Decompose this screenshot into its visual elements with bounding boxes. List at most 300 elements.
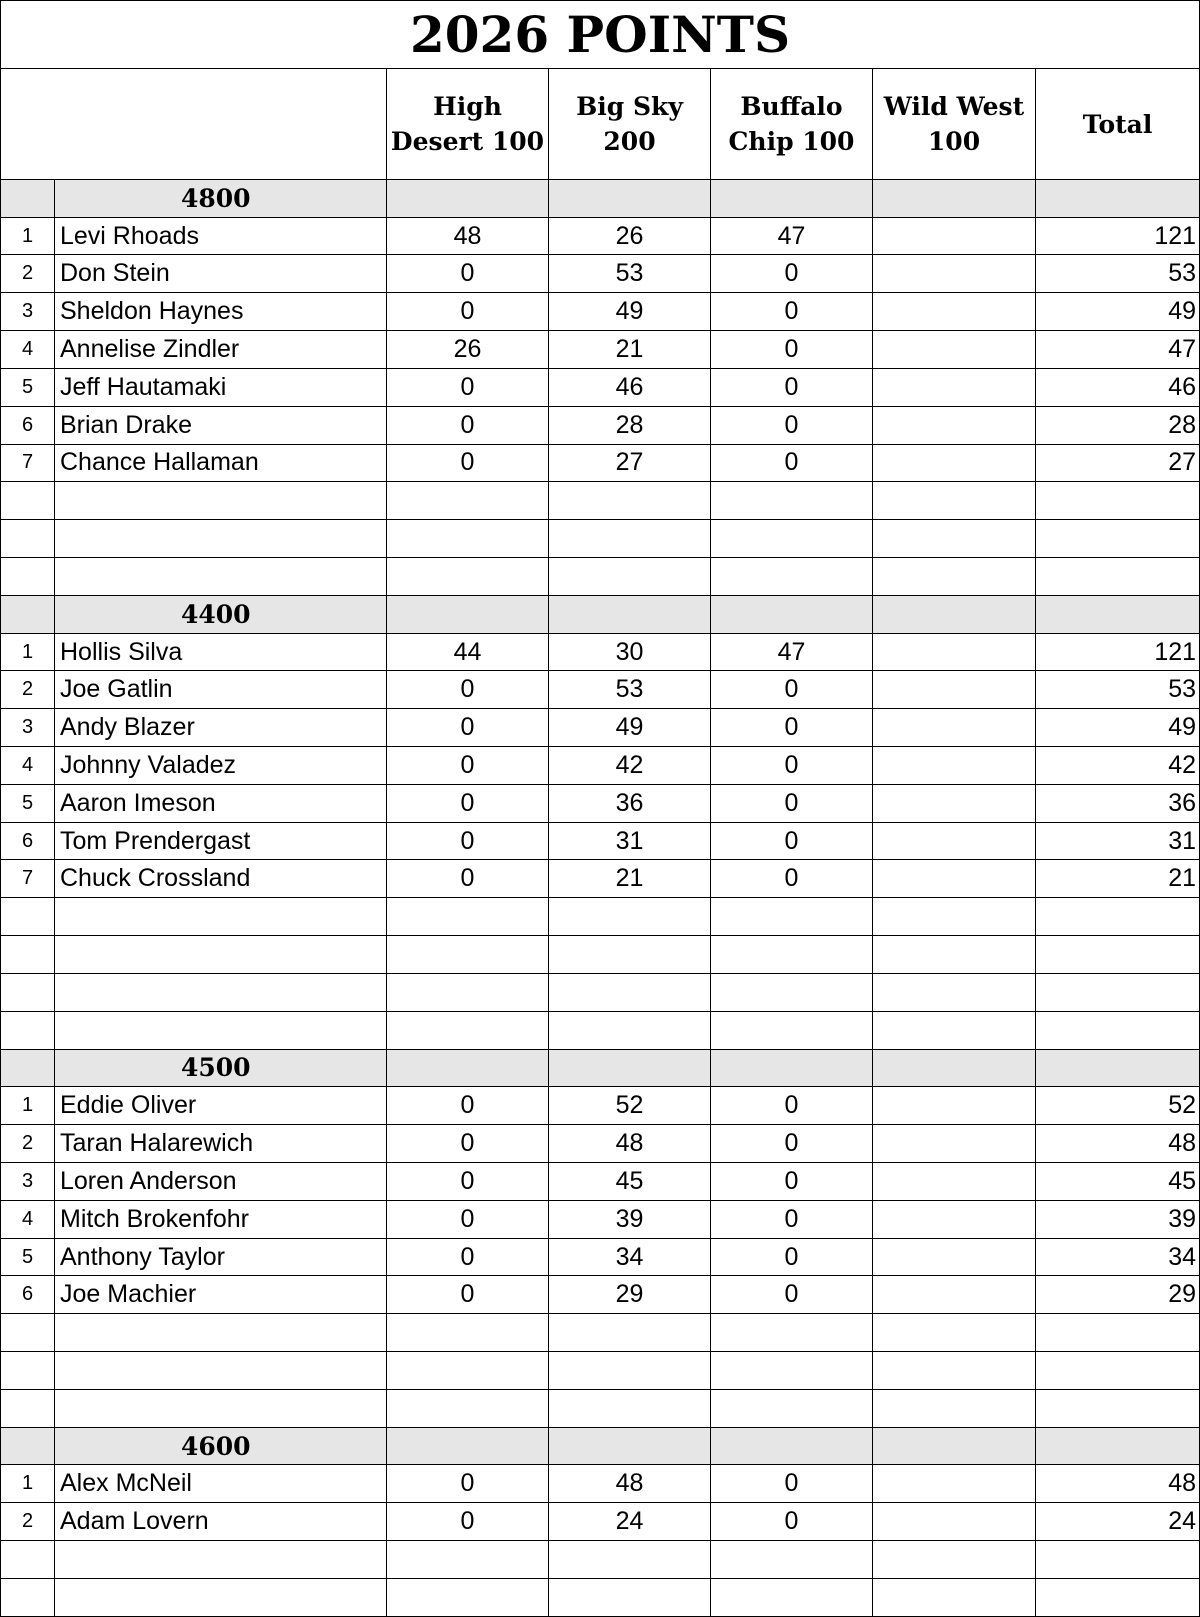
section-blank-cell: [549, 179, 711, 217]
total-points-cell: 48: [1036, 1125, 1200, 1163]
total-points-cell: 29: [1036, 1276, 1200, 1314]
section-blank-cell: [387, 1049, 549, 1087]
rank-cell: 3: [1, 293, 55, 331]
section-class-label: 4800: [55, 179, 387, 217]
empty-cell: [549, 482, 711, 520]
high-desert-points-cell: 0: [387, 255, 549, 293]
total-points-cell: 49: [1036, 293, 1200, 331]
high-desert-points-cell: 0: [387, 860, 549, 898]
empty-cell: [873, 1541, 1036, 1579]
empty-cell: [873, 520, 1036, 558]
empty-cell: [387, 898, 549, 936]
total-points-cell: 53: [1036, 255, 1200, 293]
empty-row: [1, 557, 1200, 595]
section-blank-cell: [1036, 595, 1200, 633]
buffalo-chip-points-cell: 47: [711, 633, 873, 671]
wild-west-points-cell: [873, 1162, 1036, 1200]
high-desert-points-cell: 0: [387, 444, 549, 482]
section-rank-cell: [1, 179, 55, 217]
buffalo-chip-points-cell: 0: [711, 444, 873, 482]
big-sky-points-cell: 53: [549, 255, 711, 293]
buffalo-chip-points-cell: 0: [711, 1162, 873, 1200]
empty-cell: [1, 1314, 55, 1352]
wild-west-points-cell: [873, 633, 1036, 671]
section-header-row: [1, 179, 1200, 217]
big-sky-points-cell: 45: [549, 1162, 711, 1200]
rider-name-cell: Adam Lovern: [55, 1503, 387, 1541]
empty-cell: [1, 482, 55, 520]
wild-west-points-cell: [873, 784, 1036, 822]
table-row: [1, 860, 1200, 898]
empty-cell: [873, 936, 1036, 974]
table-row: [1, 1465, 1200, 1503]
table-row: [1, 1503, 1200, 1541]
empty-cell: [549, 1578, 711, 1616]
rank-cell: 2: [1, 1503, 55, 1541]
rider-name-cell: Andy Blazer: [55, 709, 387, 747]
high-desert-points-cell: 0: [387, 1238, 549, 1276]
column-header-line: 200: [603, 127, 656, 157]
empty-cell: [549, 973, 711, 1011]
section-class-label: 4600: [55, 1427, 387, 1465]
empty-cell: [873, 973, 1036, 1011]
buffalo-chip-points-cell: 0: [711, 822, 873, 860]
section-blank-cell: [1036, 1049, 1200, 1087]
rider-name-cell: Johnny Valadez: [55, 747, 387, 785]
wild-west-points-cell: [873, 293, 1036, 331]
table-row: [1, 633, 1200, 671]
section-blank-cell: [387, 179, 549, 217]
column-header-line: Wild West: [883, 92, 1025, 122]
empty-cell: [873, 1578, 1036, 1616]
big-sky-points-cell: 48: [549, 1125, 711, 1163]
empty-cell: [1036, 1578, 1200, 1616]
table-row: [1, 444, 1200, 482]
rank-cell: 6: [1, 822, 55, 860]
buffalo-chip-points-cell: 0: [711, 1465, 873, 1503]
buffalo-chip-points-cell: 0: [711, 293, 873, 331]
wild-west-points-cell: [873, 709, 1036, 747]
empty-cell: [1, 1541, 55, 1579]
wild-west-points-cell: [873, 217, 1036, 255]
empty-cell: [873, 557, 1036, 595]
rider-name-cell: Annelise Zindler: [55, 331, 387, 369]
total-points-cell: 48: [1036, 1465, 1200, 1503]
big-sky-points-cell: 49: [549, 709, 711, 747]
empty-cell: [1, 1352, 55, 1390]
total-points-cell: 27: [1036, 444, 1200, 482]
empty-cell: [1036, 936, 1200, 974]
page-title: 2026 POINTS: [1, 1, 1200, 69]
empty-cell: [711, 1578, 873, 1616]
total-points-cell: 49: [1036, 709, 1200, 747]
section-blank-cell: [711, 1427, 873, 1465]
buffalo-chip-points-cell: 0: [711, 747, 873, 785]
empty-row: [1, 1578, 1200, 1616]
empty-cell: [55, 1541, 387, 1579]
empty-cell: [55, 557, 387, 595]
column-header-high-desert: [387, 69, 549, 179]
wild-west-points-cell: [873, 255, 1036, 293]
empty-cell: [711, 1389, 873, 1427]
empty-cell: [1036, 1352, 1200, 1390]
table-row: [1, 1238, 1200, 1276]
high-desert-points-cell: 0: [387, 1276, 549, 1314]
empty-cell: [711, 1352, 873, 1390]
wild-west-points-cell: [873, 860, 1036, 898]
big-sky-points-cell: 39: [549, 1200, 711, 1238]
table-row: [1, 368, 1200, 406]
table-row: [1, 1200, 1200, 1238]
empty-cell: [1036, 898, 1200, 936]
big-sky-points-cell: 21: [549, 331, 711, 369]
empty-cell: [711, 936, 873, 974]
rank-cell: 1: [1, 1087, 55, 1125]
table-row: [1, 1087, 1200, 1125]
empty-cell: [1, 520, 55, 558]
rider-name-cell: Levi Rhoads: [55, 217, 387, 255]
rider-name-cell: Hollis Silva: [55, 633, 387, 671]
empty-cell: [387, 1389, 549, 1427]
high-desert-points-cell: 0: [387, 1200, 549, 1238]
rider-name-cell: Brian Drake: [55, 406, 387, 444]
rank-cell: 6: [1, 406, 55, 444]
empty-cell: [55, 1011, 387, 1049]
big-sky-points-cell: 21: [549, 860, 711, 898]
empty-cell: [549, 1314, 711, 1352]
buffalo-chip-points-cell: 0: [711, 368, 873, 406]
empty-cell: [1036, 520, 1200, 558]
total-points-cell: 24: [1036, 1503, 1200, 1541]
big-sky-points-cell: 31: [549, 822, 711, 860]
section-blank-cell: [711, 595, 873, 633]
column-header-buffalo-chip: [711, 69, 873, 179]
rider-name-cell: Eddie Oliver: [55, 1087, 387, 1125]
wild-west-points-cell: [873, 1125, 1036, 1163]
empty-cell: [873, 482, 1036, 520]
table-row: [1, 784, 1200, 822]
high-desert-points-cell: 0: [387, 822, 549, 860]
empty-cell: [55, 1389, 387, 1427]
wild-west-points-cell: [873, 1503, 1036, 1541]
section-rank-cell: [1, 595, 55, 633]
wild-west-points-cell: [873, 444, 1036, 482]
wild-west-points-cell: [873, 671, 1036, 709]
buffalo-chip-points-cell: 0: [711, 709, 873, 747]
empty-cell: [387, 1011, 549, 1049]
column-header-line: 100: [927, 127, 981, 157]
empty-cell: [711, 1314, 873, 1352]
empty-row: [1, 1541, 1200, 1579]
high-desert-points-cell: 0: [387, 1503, 549, 1541]
empty-row: [1, 936, 1200, 974]
empty-cell: [873, 898, 1036, 936]
empty-cell: [387, 973, 549, 1011]
buffalo-chip-points-cell: 0: [711, 671, 873, 709]
wild-west-points-cell: [873, 1200, 1036, 1238]
empty-cell: [549, 1389, 711, 1427]
empty-cell: [387, 557, 549, 595]
section-blank-cell: [549, 595, 711, 633]
rider-name-cell: Jeff Hautamaki: [55, 368, 387, 406]
section-header-row: [1, 1427, 1200, 1465]
empty-cell: [1, 973, 55, 1011]
rank-cell: 4: [1, 1200, 55, 1238]
buffalo-chip-points-cell: 0: [711, 1125, 873, 1163]
empty-cell: [711, 1011, 873, 1049]
high-desert-points-cell: 44: [387, 633, 549, 671]
empty-cell: [873, 1011, 1036, 1049]
section-blank-cell: [873, 179, 1036, 217]
big-sky-points-cell: 28: [549, 406, 711, 444]
buffalo-chip-points-cell: 0: [711, 1276, 873, 1314]
empty-cell: [387, 482, 549, 520]
empty-cell: [1, 1011, 55, 1049]
rider-name-cell: Joe Machier: [55, 1276, 387, 1314]
rider-name-cell: Chuck Crossland: [55, 860, 387, 898]
empty-cell: [549, 520, 711, 558]
total-points-cell: 52: [1036, 1087, 1200, 1125]
empty-cell: [549, 1352, 711, 1390]
column-header-big-sky: [549, 69, 711, 179]
empty-cell: [55, 520, 387, 558]
buffalo-chip-points-cell: 0: [711, 1238, 873, 1276]
column-header-line: Desert 100: [390, 127, 545, 157]
column-header-line: Big Sky: [576, 92, 683, 122]
rank-cell: 1: [1, 217, 55, 255]
header-blank-cell: [1, 69, 387, 179]
table-row: [1, 1162, 1200, 1200]
empty-row: [1, 1011, 1200, 1049]
total-points-cell: 121: [1036, 633, 1200, 671]
empty-row: [1, 1314, 1200, 1352]
empty-cell: [387, 1578, 549, 1616]
empty-cell: [1, 557, 55, 595]
section-header-row: [1, 1049, 1200, 1087]
empty-cell: [1, 936, 55, 974]
buffalo-chip-points-cell: 0: [711, 860, 873, 898]
section-blank-cell: [1036, 179, 1200, 217]
section-blank-cell: [711, 1049, 873, 1087]
wild-west-points-cell: [873, 747, 1036, 785]
high-desert-points-cell: 0: [387, 1087, 549, 1125]
table-row: [1, 217, 1200, 255]
empty-cell: [55, 482, 387, 520]
section-blank-cell: [873, 595, 1036, 633]
section-blank-cell: [549, 1427, 711, 1465]
rider-name-cell: Chance Hallaman: [55, 444, 387, 482]
empty-cell: [1, 898, 55, 936]
rider-name-cell: Taran Halarewich: [55, 1125, 387, 1163]
section-class-label: 4400: [55, 595, 387, 633]
empty-row: [1, 482, 1200, 520]
table-row: [1, 293, 1200, 331]
wild-west-points-cell: [873, 406, 1036, 444]
empty-cell: [873, 1352, 1036, 1390]
empty-row: [1, 1389, 1200, 1427]
column-header-line: Chip 100: [728, 127, 855, 157]
high-desert-points-cell: 0: [387, 1162, 549, 1200]
section-header-row: [1, 595, 1200, 633]
rank-cell: 3: [1, 1162, 55, 1200]
empty-row: [1, 1352, 1200, 1390]
column-header-line: Total: [1082, 109, 1153, 139]
table-row: [1, 671, 1200, 709]
column-header-line: High: [433, 92, 502, 122]
empty-cell: [711, 482, 873, 520]
empty-cell: [549, 1541, 711, 1579]
section-blank-cell: [711, 179, 873, 217]
empty-cell: [711, 1541, 873, 1579]
section-blank-cell: [1036, 1427, 1200, 1465]
total-points-cell: 121: [1036, 217, 1200, 255]
high-desert-points-cell: 0: [387, 1125, 549, 1163]
big-sky-points-cell: 46: [549, 368, 711, 406]
wild-west-points-cell: [873, 368, 1036, 406]
empty-cell: [549, 1011, 711, 1049]
high-desert-points-cell: 0: [387, 709, 549, 747]
big-sky-points-cell: 52: [549, 1087, 711, 1125]
table-row: [1, 255, 1200, 293]
empty-cell: [1036, 482, 1200, 520]
high-desert-points-cell: 0: [387, 406, 549, 444]
rank-cell: 4: [1, 747, 55, 785]
buffalo-chip-points-cell: 0: [711, 1200, 873, 1238]
empty-cell: [1036, 1314, 1200, 1352]
rank-cell: 5: [1, 784, 55, 822]
empty-cell: [55, 936, 387, 974]
rank-cell: 6: [1, 1276, 55, 1314]
empty-cell: [549, 936, 711, 974]
section-blank-cell: [873, 1427, 1036, 1465]
table-row: [1, 747, 1200, 785]
section-blank-cell: [549, 1049, 711, 1087]
empty-cell: [55, 973, 387, 1011]
empty-row: [1, 973, 1200, 1011]
buffalo-chip-points-cell: 0: [711, 255, 873, 293]
rank-cell: 2: [1, 671, 55, 709]
rider-name-cell: Sheldon Haynes: [55, 293, 387, 331]
rider-name-cell: Aaron Imeson: [55, 784, 387, 822]
total-points-cell: 53: [1036, 671, 1200, 709]
section-class-label: 4500: [55, 1049, 387, 1087]
empty-cell: [387, 936, 549, 974]
rider-name-cell: Alex McNeil: [55, 1465, 387, 1503]
big-sky-points-cell: 49: [549, 293, 711, 331]
empty-cell: [1, 1578, 55, 1616]
buffalo-chip-points-cell: 0: [711, 1503, 873, 1541]
total-points-cell: 46: [1036, 368, 1200, 406]
buffalo-chip-points-cell: 0: [711, 331, 873, 369]
rank-cell: 1: [1, 633, 55, 671]
table-row: [1, 331, 1200, 369]
empty-cell: [873, 1314, 1036, 1352]
high-desert-points-cell: 0: [387, 293, 549, 331]
rank-cell: 7: [1, 444, 55, 482]
empty-cell: [1, 1389, 55, 1427]
high-desert-points-cell: 0: [387, 368, 549, 406]
empty-cell: [1036, 973, 1200, 1011]
total-points-cell: 45: [1036, 1162, 1200, 1200]
high-desert-points-cell: 26: [387, 331, 549, 369]
rider-name-cell: Don Stein: [55, 255, 387, 293]
empty-cell: [711, 557, 873, 595]
rank-cell: 1: [1, 1465, 55, 1503]
total-points-cell: 47: [1036, 331, 1200, 369]
total-points-cell: 39: [1036, 1200, 1200, 1238]
empty-cell: [549, 557, 711, 595]
empty-cell: [55, 1578, 387, 1616]
empty-cell: [1036, 1389, 1200, 1427]
total-points-cell: 34: [1036, 1238, 1200, 1276]
buffalo-chip-points-cell: 0: [711, 1087, 873, 1125]
section-blank-cell: [387, 595, 549, 633]
empty-cell: [711, 973, 873, 1011]
section-blank-cell: [387, 1427, 549, 1465]
buffalo-chip-points-cell: 0: [711, 406, 873, 444]
header-row: [1, 69, 1200, 179]
section-blank-cell: [873, 1049, 1036, 1087]
big-sky-points-cell: 26: [549, 217, 711, 255]
high-desert-points-cell: 0: [387, 784, 549, 822]
buffalo-chip-points-cell: 47: [711, 217, 873, 255]
empty-cell: [387, 520, 549, 558]
big-sky-points-cell: 24: [549, 1503, 711, 1541]
rider-name-cell: Anthony Taylor: [55, 1238, 387, 1276]
table-row: [1, 1125, 1200, 1163]
rider-name-cell: Loren Anderson: [55, 1162, 387, 1200]
table-row: [1, 709, 1200, 747]
rank-cell: 4: [1, 331, 55, 369]
rank-cell: 2: [1, 1125, 55, 1163]
rider-name-cell: Mitch Brokenfohr: [55, 1200, 387, 1238]
buffalo-chip-points-cell: 0: [711, 784, 873, 822]
table-row: [1, 822, 1200, 860]
column-header-wild-west: [873, 69, 1036, 179]
total-points-cell: 31: [1036, 822, 1200, 860]
table-row: [1, 1276, 1200, 1314]
empty-cell: [1036, 1541, 1200, 1579]
empty-cell: [387, 1352, 549, 1390]
high-desert-points-cell: 48: [387, 217, 549, 255]
high-desert-points-cell: 0: [387, 1465, 549, 1503]
column-header-total: [1036, 69, 1200, 179]
rank-cell: 3: [1, 709, 55, 747]
high-desert-points-cell: 0: [387, 671, 549, 709]
big-sky-points-cell: 34: [549, 1238, 711, 1276]
empty-cell: [387, 1314, 549, 1352]
big-sky-points-cell: 53: [549, 671, 711, 709]
empty-cell: [55, 1352, 387, 1390]
big-sky-points-cell: 42: [549, 747, 711, 785]
wild-west-points-cell: [873, 1276, 1036, 1314]
empty-cell: [1036, 557, 1200, 595]
rank-cell: 7: [1, 860, 55, 898]
rider-name-cell: Tom Prendergast: [55, 822, 387, 860]
empty-row: [1, 898, 1200, 936]
rider-name-cell: Joe Gatlin: [55, 671, 387, 709]
rank-cell: 2: [1, 255, 55, 293]
high-desert-points-cell: 0: [387, 747, 549, 785]
wild-west-points-cell: [873, 331, 1036, 369]
total-points-cell: 28: [1036, 406, 1200, 444]
empty-cell: [549, 898, 711, 936]
empty-cell: [55, 1314, 387, 1352]
wild-west-points-cell: [873, 1465, 1036, 1503]
empty-cell: [711, 520, 873, 558]
total-points-cell: 36: [1036, 784, 1200, 822]
section-rank-cell: [1, 1049, 55, 1087]
